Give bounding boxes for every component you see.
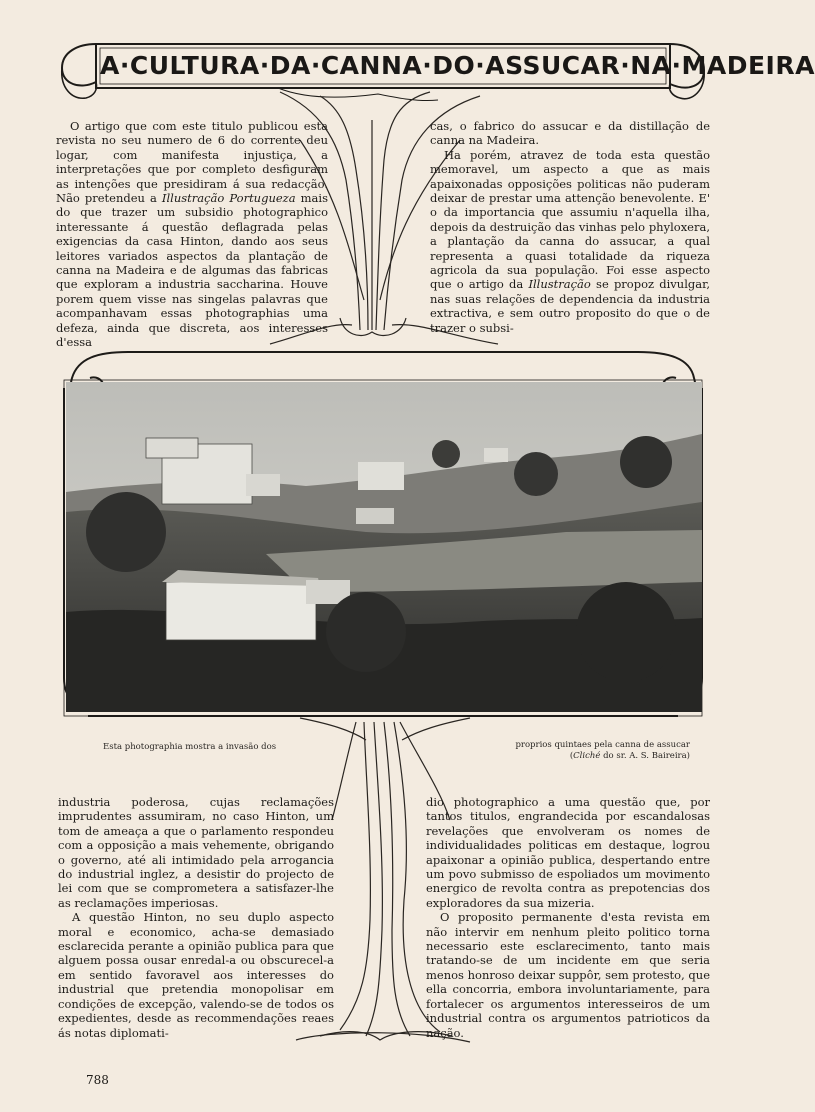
publication-name: Illustração Portugueza (161, 191, 296, 206)
article-column-1: O artigo que com este titulo publicou esta revista no seu numero de 6 do corrente deu logar, com manifesta injustiça, a interpretações que por completo desfiguram as intenções que presidiram á sua redacção. Não pretendeu a Illustração Portugueza mais do que trazer um subsidio photographico interessante á questão deflagrada pelas exigencias da casa Hinton, dando aos seus leitores variados aspectos da plantação de canna na Madeira e de algumas das fabricas que exploram a industria saccharina. Houve porem quem visse nas singelas palavras que acompanhavam essas photographias uma defeza, ainda que discreta, aos interesses d'essa (56, 119, 328, 350)
madeira-hillside-image (66, 382, 702, 712)
article-column-2: cas, o fabrico do assucar e da distillação de canna na Madeira. Ha porém, atravez de toda esta questão memoravel, um aspecto a que as mais apaixonadas opposições politicas não puderam deixar de prestar uma attenção benevolente. E' o da importancia que assumiu n'aquella ilha, depois da destruição das vinhas pelo phyloxera, a plantação da canna do assucar, a qual representa a quasi totalidade da riqueza agricola da sua população. Foi esse aspecto que o artigo da Illustração se propoz divulgar, nas suas relações de dependencia da industria extractiva, e sem outro proposito do que o de trazer o subsi- (430, 119, 710, 335)
publication-name: Illustração (528, 277, 591, 292)
photo-caption-right (480, 740, 690, 762)
article-column-3: industria poderosa, cujas reclamações imprudentes assumiram, no caso Hinton, um tom de ameaça a que o parlamento respondeu com a opposição a mais vehemente, obrigando o governo, até ali intimidado pela arrogancia do industrial inglez, a desistir do projecto de lei com que se comprometera a satisfazer-lhe as reclamações imperiosas. A questão Hinton, no seu duplo aspecto moral e economico, acha-se demasiado esclarecida perante a opinião publica para que alguem possa ousar enredal-a ou obscurecel-a em sentido favoravel aos interesses do industrial que pretendia monopolisar em condições de excepção, valendo-se de todos os expedientes, desde as recommendações reaes ás notas diplomati- (58, 795, 334, 1040)
article-column-4: dio photographico a uma questão que, por tantos titulos, engrandecida por escandalosas revelações que envolveram os nomes de individualidades politicas em destaque, logrou apaixonar a opinião publica, despertando entre um povo submisso de espoliados um movimento energico de revolta contra as prepotencias dos exploradores da sua mizeria. O proposito permanente d'esta revista em não intervir em nenhum pleito politico torna necessario este esclarecimento, tanto mais tratando-se de um incidente em que seria menos honroso deixar suppôr, sem protesto, que ella concorria, embora involuntariamente, para fortalecer os argumentos interesseiros de um industrial contra os argumentos patrioticos da nação. (426, 795, 710, 1040)
caption-text: proprios quintaes pela canna de assucar (515, 740, 690, 750)
article-title: A·CULTURA·DA·CANNA·DO·ASSUCAR·NA·MADEIRA (100, 51, 815, 80)
landscape-photograph (66, 382, 702, 712)
photo-credit: (Cliché do sr. A. S. Baireira) (569, 751, 690, 761)
photo-caption-left: Esta photographia mostra a invasão dos (103, 742, 277, 752)
page-number: 788 (86, 1073, 109, 1087)
